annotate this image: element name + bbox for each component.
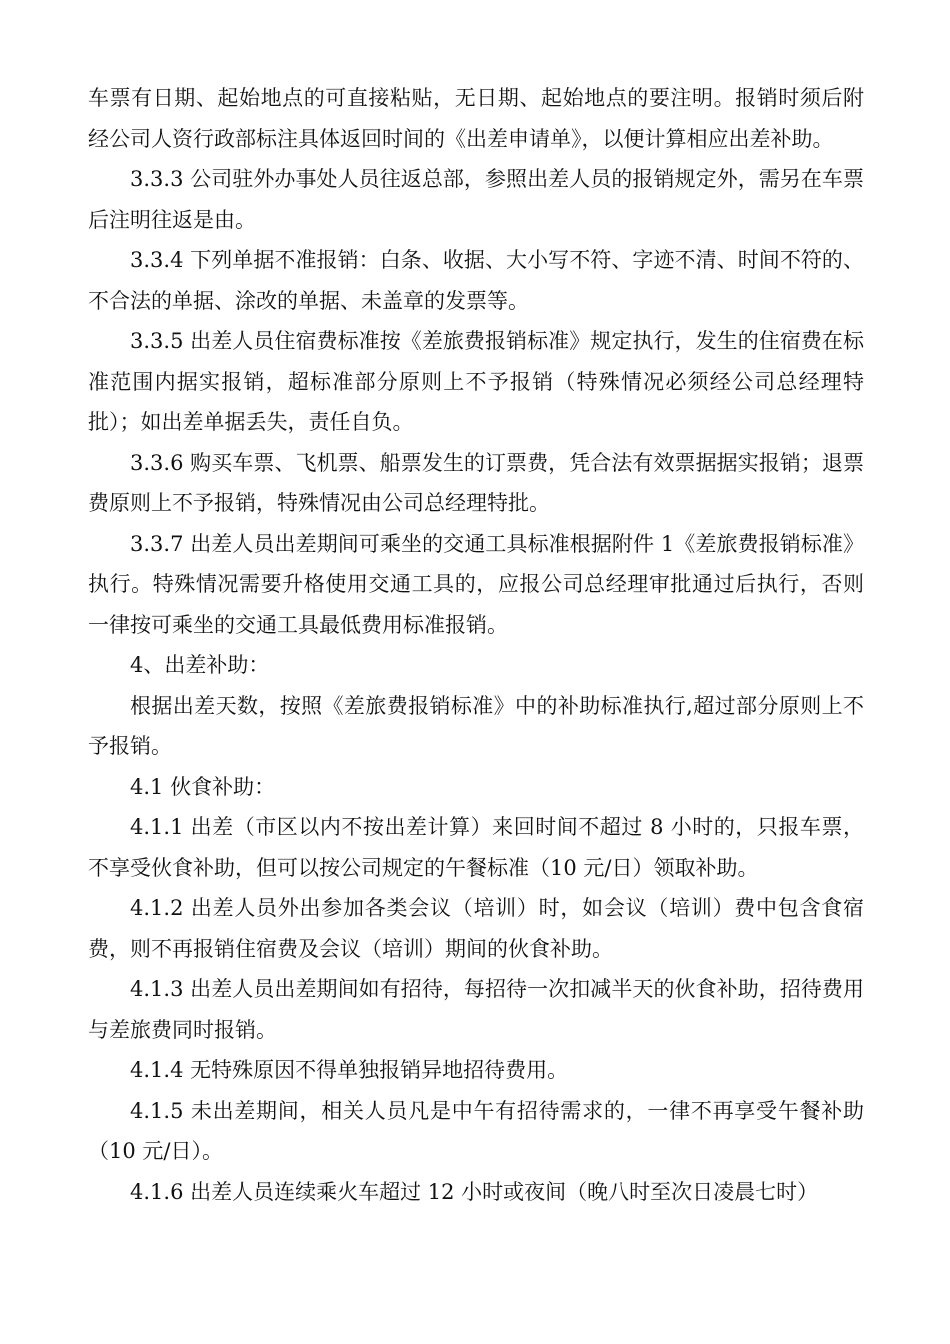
paragraph-3-3-3: 3.3.3 公司驻外办事处人员往返总部，参照出差人员的报销规定外，需另在车票后注明往返是由。 [88,167,864,232]
paragraph-4-1-6: 4.1.6 出差人员连续乘火车超过 12 小时或夜间（晚八时至次日凌晨七时） [130,1179,819,1204]
paragraph-allowance-intro: 根据出差天数，按照《差旅费报销标准》中的补助标准执行,超过部分原则上不予报销。 [88,693,864,758]
document-body [88,78,864,1212]
paragraph-3-3-5: 3.3.5 出差人员住宿费标准按《差旅费报销标准》规定执行，发生的住宿费在标准范围内据实报销，超标准部分原则上不予报销（特殊情况必须经公司总经理特批）；如出差单据丢失，责任自负。 [88,329,864,434]
paragraph-3-3-6: 3.3.6 购买车票、飞机票、船票发生的订票费，凭合法有效票据据实报销；退票费原则上不予报销，特殊情况由公司总经理特批。 [88,450,864,515]
section-heading-4: 4、出差补助： [130,653,270,677]
paragraph-3-3-4: 3.3.4 下列单据不准报销：白条、收据、大小写不符、字迹不清、时间不符的、不合法的单据、涂改的单据、未盖章的发票等。 [88,248,864,313]
paragraph-4-1-5: 4.1.5 未出差期间，相关人员凡是中午有招待需求的，一律不再享受午餐补助（10 元/日）。 [88,1098,864,1163]
paragraph-3-3-7: 3.3.7 出差人员出差期间可乘坐的交通工具标准根据附件 1《差旅费报销标准》执行。特殊情况需要升格使用交通工具的，应报公司总经理审批通过后执行，否则一律按可乘坐的交通工具最低费用标准报销。 [88,531,864,637]
paragraph-4-1-4: 4.1.4 无特殊原因不得单独报销异地招待费用。 [130,1058,569,1082]
paragraph-ticket-continuation: 车票有日期、起始地点的可直接粘贴，无日期、起始地点的要注明。报销时须后附经公司人资行政部标注具体返回时间的《出差申请单》，以便计算相应出差补助。 [88,86,864,151]
subsection-heading-4-1: 4.1 伙食补助： [130,774,276,799]
paragraph-4-1-3: 4.1.3 出差人员出差期间如有招待，每招待一次扣减半天的伙食补助，招待费用与差旅费同时报销。 [88,977,864,1042]
paragraph-4-1-1: 4.1.1 出差（市区以内不按出差计算）来回时间不超过 8 小时的，只报车票，不享受伙食补助，但可以按公司规定的午餐标准（10 元/日）领取补助。 [88,815,864,880]
paragraph-4-1-2: 4.1.2 出差人员外出参加各类会议（培训）时，如会议（培训）费中包含食宿费，则不再报销住宿费及会议（培训）期间的伙食补助。 [88,896,864,961]
